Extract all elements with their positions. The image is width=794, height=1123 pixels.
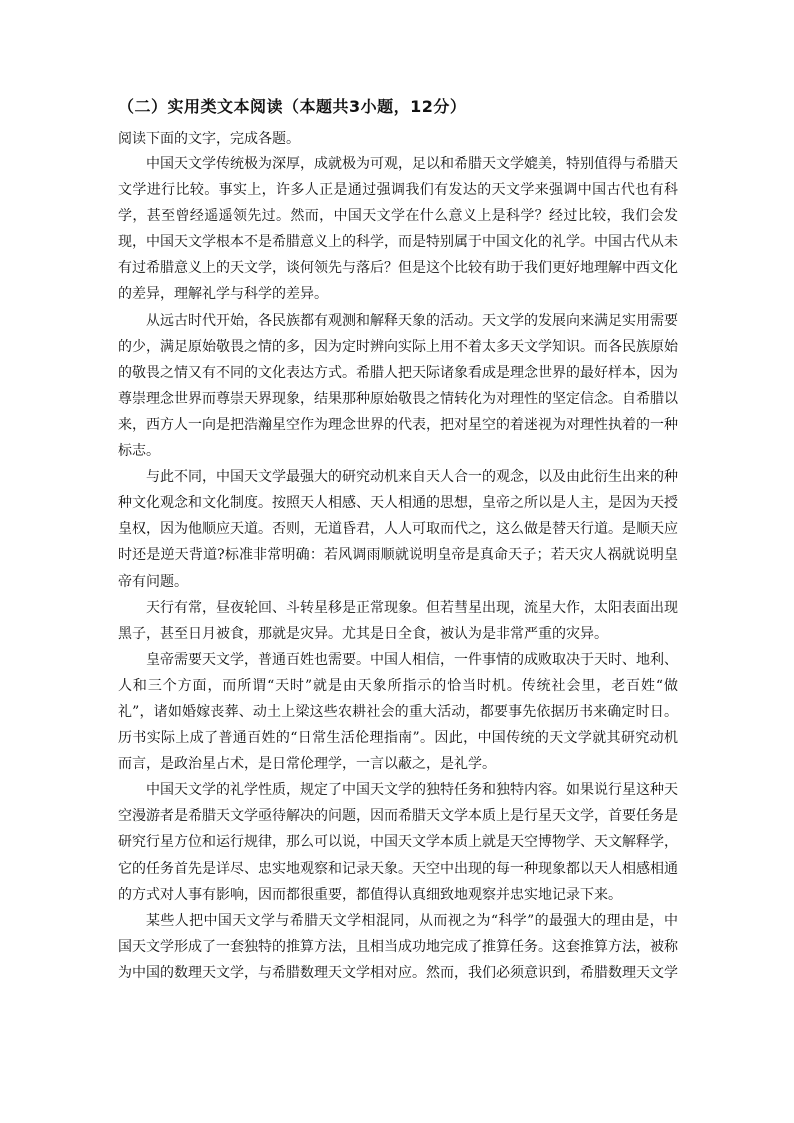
section-heading: （二）实用类文本阅读（本题共3小题，12分）	[118, 97, 467, 116]
passage-body	[118, 151, 678, 986]
paragraph: 与此不同，中国天文学最强大的研究动机来自天人合一的观念，以及由此衍生出来的种种文化观念和文化制度。按照天人相感、天人相通的思想，皇帝之所以是人主，是因为天授皇权，因为他顺应天道。否则，无道昏君，人人可取而代之，这么做是替天行道。是顺天应时还是逆天背道?标准非常明确：若风调雨顺就说明皇帝是真命天子；若天灾人祸就说明皇帝有问题。	[118, 469, 678, 590]
paragraph: 中国天文学传统极为深厚，成就极为可观，足以和希腊天文学媲美，特别值得与希腊天文学进行比较。事实上，许多人正是通过强调我们有发达的天文学来强调中国古代也有科学，甚至曾经遥遥领先过。然而，中国天文学在什么意义上是科学？经过比较，我们会发现，中国天文学根本不是希腊意义上的科学，而是特别属于中国文化的礼学。中国古代从未有过希腊意义上的天文学，谈何领先与落后？但是这个比较有助于我们更好地理解中西文化的差异，理解礼学与科学的差异。	[118, 156, 678, 303]
paragraph: 从远古时代开始，各民族都有观测和解释天象的活动。天文学的发展向来满足实用需要的少，满足原始敬畏之情的多，因为定时辨向实际上用不着太多天文学知识。而各民族原始的敬畏之情又有不同的文化表达方式。希腊人把天际诸象看成是理念世界的最好样本，因为尊崇理念世界而尊崇天界现象，结果那种原始敬畏之情转化为对理性的坚定信念。自希腊以来，西方人一向是把浩瀚星空作为理念世界的代表，把对星空的着迷视为对理性执着的一种标志。	[118, 312, 678, 460]
paragraph: 某些人把中国天文学与希腊天文学相混同，从而视之为“科学”的最强大的理由是，中国天文学形成了一套独特的推算方法，且相当成功地完成了推算任务。这套推算方法，被称为中国的数理天文学，与希腊数理天文学相对应。然而，我们必须意识到，希腊数理天文学	[118, 912, 678, 981]
paragraph: 天行有常，昼夜轮回、斗转星移是正常现象。但若彗星出现，流星大作，太阳表面出现黑子，甚至日月被食，那就是灾异。尤其是日全食，被认为是非常严重的灾异。	[118, 599, 678, 642]
paragraph: 皇帝需要天文学，普通百姓也需要。中国人相信，一件事情的成败取决于天时、地利、人和三个方面，而所谓“天时”就是由天象所指示的恰当时机。传统社会里，老百姓“做礼”，诸如婚嫁丧葬、动土上梁这些农耕社会的重大活动，都要事先依据历书来确定时日。历书实际上成了普通百姓的“日常生活伦理指南”。因此，中国传统的天文学就其研究动机而言，是政治星占术，是日常伦理学，一言以蔽之，是礼学。	[118, 651, 678, 773]
paragraph: 中国天文学的礼学性质，规定了中国天文学的独特任务和独特内容。如果说行星这种天空漫游者是希腊天文学亟待解决的问题，因而希腊天文学本质上是行星天文学，首要任务是研究行星方位和运行规律，那么可以说，中国天文学本质上就是天空博物学、天文解释学，它的任务首先是详尽、忠实地观察和记录天象。天空中出现的每一种现象都以天人相感相通的方式对人事有影响，因而都很重要，都值得认真细致地观察并忠实地记录下来。	[118, 782, 678, 903]
reading-instruction: 阅读下面的文字，完成各题。	[118, 131, 300, 147]
